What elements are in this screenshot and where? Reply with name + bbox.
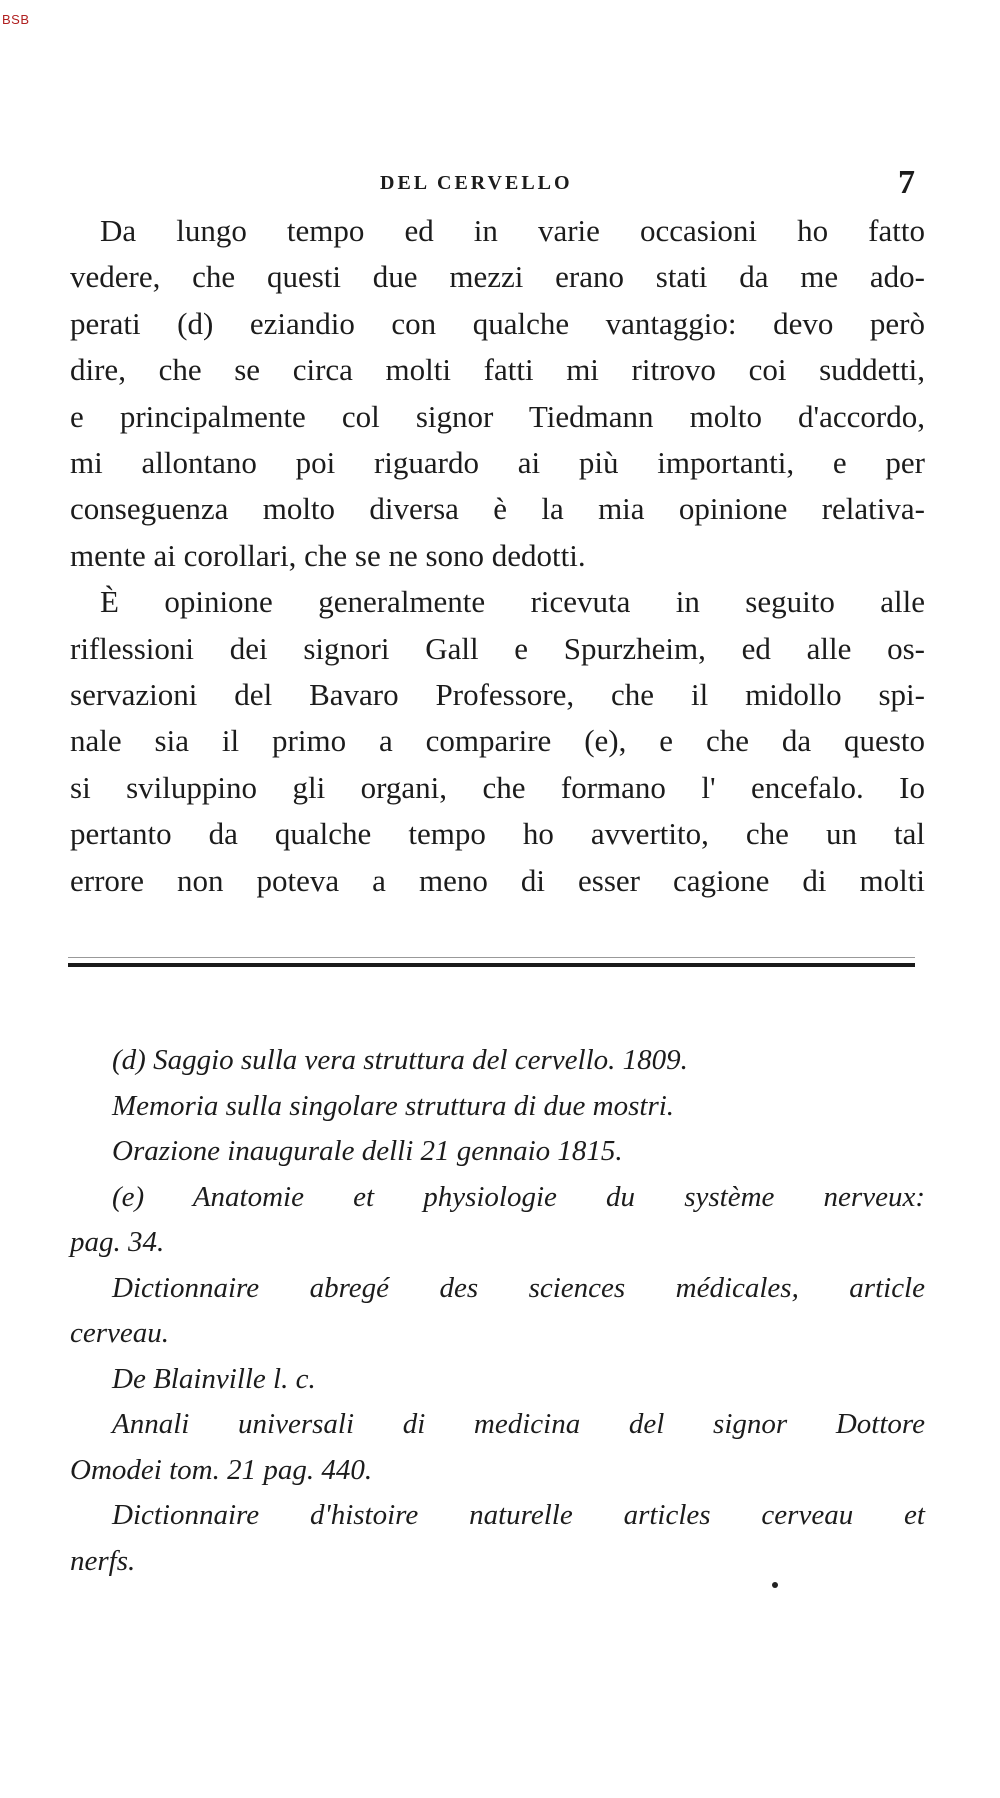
footnote-line: Orazione inaugurale delli 21 gennaio 1815.	[112, 1135, 623, 1167]
footnote-line: Annali universali di medicina del signor Dottore	[112, 1408, 925, 1440]
footnote-line: De Blainville l. c.	[112, 1362, 316, 1395]
text-line: si sviluppino gli organi, che formano l' encefalo. Io	[70, 769, 925, 805]
text-line: mente ai corollari, che se ne sono dedotti.	[70, 537, 586, 573]
paragraph-2	[70, 579, 925, 904]
footnote-line: pag. 34.	[70, 1226, 165, 1258]
footnote-line: Omodei tom. 21 pag. 440.	[70, 1453, 373, 1486]
footnote-rule-thin	[68, 957, 915, 958]
library-mark: BSB	[2, 12, 30, 27]
paragraph-1	[70, 208, 925, 579]
footnote-line: (e) Anatomie et physiologie du système nerveux:	[112, 1180, 925, 1213]
text-line: conseguenza molto diversa è la mia opinione relativa-	[70, 491, 925, 527]
footnote-line: nerfs.	[70, 1544, 136, 1577]
text-line: È opinione generalmente ricevuta in seguito alle	[100, 584, 925, 620]
text-line: vedere, che questi due mezzi erano stati da me ado-	[70, 259, 925, 295]
footnote-line: cerveau.	[70, 1317, 170, 1349]
text-line: mi allontano poi riguardo ai più importanti, e per	[70, 445, 925, 481]
text-line: errore non poteva a meno di esser cagione di molti	[70, 862, 925, 898]
footnote-rule	[68, 963, 915, 967]
footnote-line: Dictionnaire d'histoire naturelle articles cerveau et	[112, 1499, 925, 1531]
text-line: pertanto da qualche tempo ho avvertito, che un tal	[70, 816, 925, 852]
running-head: DEL CERVELLO	[380, 172, 573, 194]
footnote-line: (d) Saggio sulla vera struttura del cervello. 1809.	[112, 1044, 688, 1076]
text-line: riflessioni dei signori Gall e Spurzheim, ed alle os-	[70, 630, 925, 666]
page-header	[0, 164, 1000, 208]
text-line: nale sia il primo a comparire (e), e che da questo	[70, 723, 925, 759]
footnotes	[70, 1038, 925, 1584]
main-text	[70, 208, 925, 904]
page-number: 7	[898, 164, 915, 201]
text-line: dire, che se circa molti fatti mi ritrovo coi suddetti,	[70, 352, 925, 388]
text-line: servazioni del Bavaro Professore, che il midollo spi-	[70, 677, 925, 713]
text-line: perati (d) eziandio con qualche vantaggio: devo però	[70, 305, 925, 341]
footnote-line: Dictionnaire abregé des sciences médicales, article	[112, 1271, 925, 1304]
text-line: e principalmente col signor Tiedmann molto d'accordo,	[70, 398, 925, 434]
text-line: Da lungo tempo ed in varie occasioni ho fatto	[100, 213, 925, 248]
footnote-line: Memoria sulla singolare struttura di due mostri.	[112, 1089, 675, 1122]
ink-speck	[772, 1582, 778, 1588]
